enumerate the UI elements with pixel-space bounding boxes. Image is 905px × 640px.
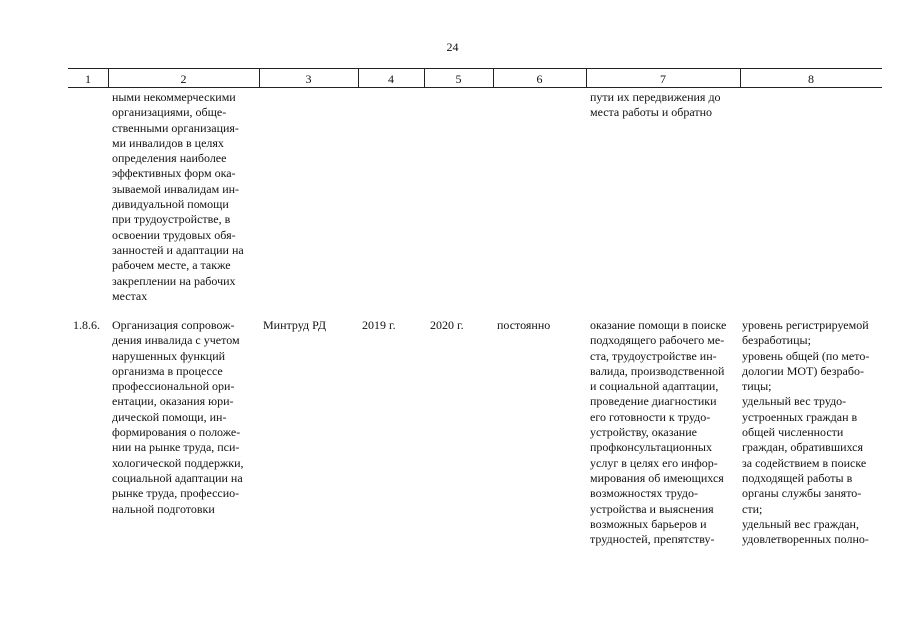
column-header-1: 1 — [85, 72, 91, 86]
page-number: 24 — [446, 40, 459, 54]
column-header-7: 7 — [660, 72, 666, 86]
row-periodicity: постоянно — [497, 318, 551, 332]
row-executor: Минтруд РД — [263, 318, 327, 332]
column-header-5: 5 — [455, 72, 462, 86]
row-number: 1.8.6. — [73, 318, 100, 332]
row-end-year: 2020 г. — [430, 318, 464, 332]
row-start-year: 2019 г. — [362, 318, 396, 332]
header-bottom-border — [68, 87, 882, 88]
prev-row-measures: пути их передвижения до места работы и обратно — [590, 90, 721, 120]
column-header-6: 6 — [536, 72, 543, 86]
table-top-border — [68, 68, 882, 69]
row-measures: оказание помощи в поиске подходящего рабочего ме- ста, трудоустройстве ин- валида, производственной и социальной адаптации, проведение диагностики его готовности к трудо- устройству, оказание профконсультационных услуг в целях его инфор- мирования об имеющихся возможностях трудо- устройства и выяснения возможных барьеров и трудностей, препятству- — [590, 318, 727, 547]
row-indicators: уровень регистрируемой безработицы; уровень общей (по мето- дологии МОТ) безрабо- тицы; удельный вес трудо- устроенных граждан в общей численности граждан, обратившихся за содействием в поиске подходящей работы в органы службы занято- сти; удельный вес граждан, удовлетворенных полно- — [742, 318, 870, 547]
prev-row-description: ными некоммерческими организациями, обще- ственными организация- ми инвалидов в целях определения наиболее эффективных форм ока- зываемой инвалидам ин- дивидуальной помощи при трудоустройстве, в освоении трудовых обя- занностей и адаптации на рабочем месте, а также закреплении на рабочих местах — [112, 90, 244, 303]
column-header-2: 2 — [180, 72, 187, 86]
row-description: Организация сопровож- дения инвалида с учетом нарушенных функций организма в процессе профессиональной ори- ентации, оказания юри- дической помощи, ин- формирования о положе- нии на рынке труда, пси- хологической поддержки, социальной адаптации на рынке труда, профессио- нальной подготовки — [112, 318, 244, 516]
column-header-8: 8 — [808, 72, 814, 86]
column-header-3: 3 — [305, 72, 312, 86]
column-header-4: 4 — [388, 72, 394, 86]
